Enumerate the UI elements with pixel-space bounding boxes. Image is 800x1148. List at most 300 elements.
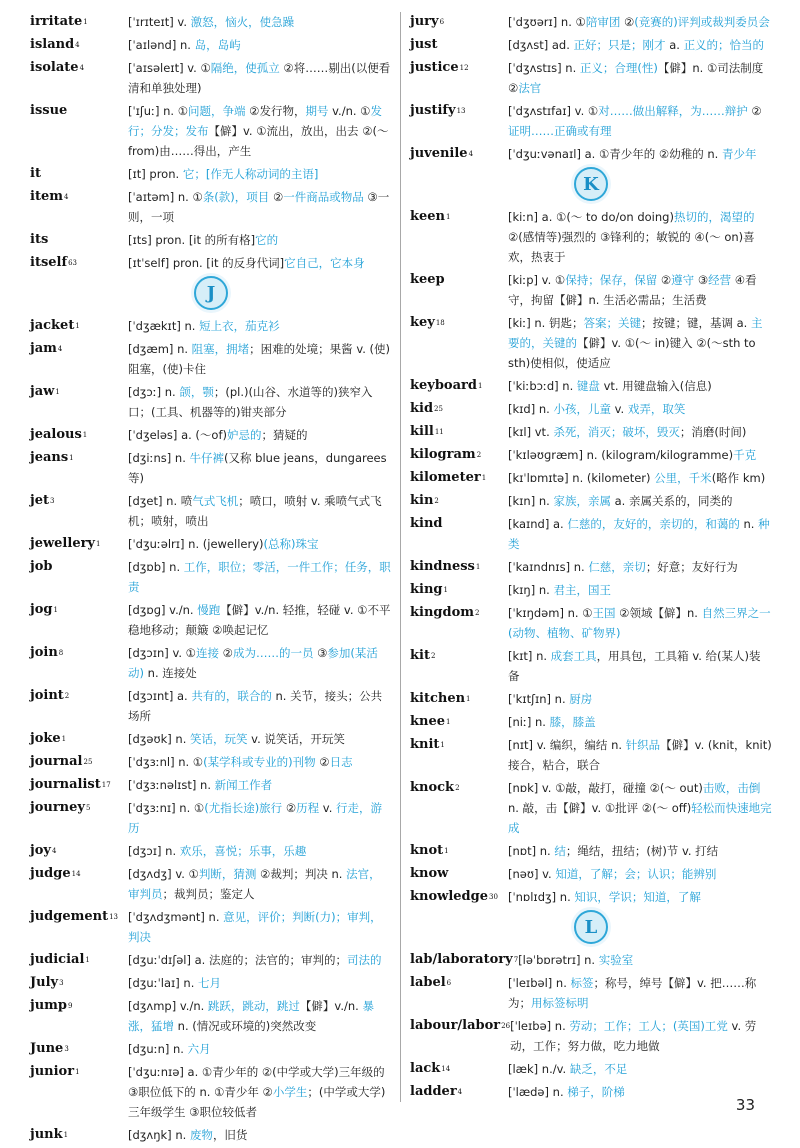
key-meaning: 知识，学识；知道，了解 — [574, 890, 701, 904]
headword — [30, 12, 128, 32]
definition-text: [kɪd] n. — [508, 402, 554, 416]
definition-text: [kaɪnd] a. — [508, 517, 568, 531]
headword — [410, 1059, 508, 1079]
headword-text: journey — [30, 800, 85, 815]
headword — [410, 973, 508, 993]
dictionary-entry — [30, 164, 392, 184]
dictionary-entry — [30, 729, 392, 749]
frequency-superscript: 1 — [83, 18, 88, 26]
key-meaning: 一件商品或物品 — [283, 190, 364, 204]
dictionary-entry — [410, 841, 772, 861]
definition — [508, 864, 772, 884]
dictionary-entry — [30, 425, 392, 445]
dictionary-entry — [30, 316, 392, 336]
headword — [30, 448, 128, 468]
definition-text: [ˈdʒuːvənaɪl] a. ①青少年的 ②幼稚的 n. — [508, 147, 722, 161]
key-meaning: 热切的，渴望的 — [673, 210, 755, 224]
key-meaning: 主要的，关键的 — [508, 316, 763, 350]
key-meaning: 家族，亲属 — [553, 494, 611, 508]
definition-text: 【僻】v./n. 轻推，轻碰 v. ①不平稳地移动；颠簸 ②唤起记忆 — [128, 603, 391, 637]
dictionary-entry — [410, 580, 772, 600]
key-meaning: 青少年 — [721, 147, 757, 161]
definition-text: [kɪl] vt. — [508, 425, 554, 439]
frequency-superscript: 12 — [459, 64, 469, 72]
key-meaning: 小孩，儿童 — [553, 402, 611, 416]
headword-text: its — [30, 232, 49, 247]
frequency-superscript: 1 — [481, 474, 487, 482]
definition-text: [dʒæm] n. — [128, 342, 192, 356]
frequency-superscript: 1 — [446, 213, 451, 221]
headword — [410, 1082, 508, 1102]
headword — [30, 798, 128, 818]
frequency-superscript: 13 — [109, 913, 119, 921]
definition-text: [niː] n. — [508, 715, 550, 729]
headword — [30, 491, 128, 511]
frequency-superscript: 11 — [434, 428, 444, 436]
definition — [128, 382, 392, 422]
headword-text: item — [30, 189, 63, 204]
definition — [508, 778, 772, 838]
key-meaning: 膝，膝盖 — [549, 715, 596, 729]
headword-text: it — [30, 166, 41, 181]
headword — [410, 689, 508, 709]
key-meaning: 日志 — [329, 755, 353, 769]
page-number: 33 — [735, 1096, 755, 1114]
definition-text: ② — [657, 273, 672, 287]
key-meaning: 经营 — [708, 273, 732, 287]
headword-text: knee — [410, 714, 446, 729]
definition-text: [ˈdʒʌstɪfaɪ] v. ① — [508, 104, 599, 118]
definition — [508, 1082, 772, 1102]
headword-text: kindness — [410, 559, 475, 574]
headword-text: justify — [410, 103, 456, 118]
key-meaning: 种类 — [508, 517, 770, 551]
definition — [508, 712, 772, 732]
frequency-superscript: 4 — [57, 345, 63, 353]
key-meaning: 工作，职位；零活，一件工作；任务，职责 — [128, 560, 391, 594]
dictionary-entry — [410, 735, 772, 775]
headword — [30, 253, 128, 273]
dictionary-entry — [410, 422, 772, 442]
definition — [508, 445, 772, 465]
headword — [410, 778, 508, 798]
headword — [30, 339, 128, 359]
dictionary-entry — [30, 253, 392, 273]
frequency-superscript: 1 — [69, 454, 74, 462]
key-meaning: 劳动；工作；工人；(英国)工党 — [569, 1019, 728, 1033]
definition — [508, 399, 772, 419]
frequency-superscript: 4 — [79, 64, 85, 72]
frequency-superscript: 1 — [63, 1131, 69, 1139]
dictionary-entry — [410, 1059, 772, 1079]
definition — [508, 603, 772, 643]
key-meaning: 小学生 — [272, 1085, 308, 1099]
headword-text: keyboard — [410, 378, 477, 393]
key-meaning: 慢跑 — [197, 603, 221, 617]
headword-text: irritate — [30, 14, 83, 29]
headword-text: just — [410, 37, 438, 52]
key-meaning: 短上衣，茄克衫 — [199, 319, 280, 333]
headword-text: knot — [410, 843, 444, 858]
definition-text: ；好意；友好行为 — [645, 560, 738, 574]
definition-text: [læk] n./v. — [508, 1062, 570, 1076]
key-meaning: 历程 — [296, 801, 320, 815]
definition — [518, 950, 772, 970]
headword — [30, 187, 128, 207]
definition — [128, 864, 392, 904]
definition — [128, 35, 392, 55]
headword-text: king — [410, 582, 443, 597]
definition-text: [ˈkaɪndnɪs] n. — [508, 560, 589, 574]
frequency-superscript: 1 — [443, 586, 448, 594]
definition — [508, 514, 772, 554]
frequency-superscript: 2 — [455, 784, 460, 792]
definition — [128, 1039, 392, 1059]
headword — [410, 950, 518, 970]
definition-text: [ˈdʒʌdʒmənt] n. — [128, 910, 224, 924]
headword-text: lack — [410, 1061, 441, 1076]
frequency-superscript: 26 — [501, 1022, 511, 1030]
definition-text: [ˈɪrɪteɪt] v. — [128, 15, 191, 29]
definition-text: [kɪŋ] n. — [508, 583, 554, 597]
headword — [410, 313, 508, 333]
key-meaning: 成套工具 — [550, 649, 597, 663]
key-meaning: (竞赛的)评判或裁判委员会 — [634, 15, 770, 29]
definition-text: 【僻】v./n. — [299, 999, 363, 1013]
headword — [30, 35, 128, 55]
definition-text: ② — [747, 104, 762, 118]
left-column — [30, 12, 392, 1148]
definition-text: [nəʊ] v. — [508, 867, 556, 881]
definition — [128, 101, 392, 161]
frequency-superscript: 4 — [468, 150, 474, 158]
definition-text: [ˈkɪŋdəm] n. ① — [508, 606, 593, 620]
definition — [128, 534, 392, 554]
frequency-superscript: 4 — [63, 193, 69, 201]
headword-text: know — [410, 866, 449, 881]
definition-text: n. (情况或环境的)突然改变 — [174, 1019, 317, 1033]
definition-text: ②(感情等)强烈的 ③锋利的；敏锐的 ④(～ on)喜欢，热衷于 — [508, 230, 755, 264]
definition-text: [ˈdʒuːəlrɪ] n. (jewellery) — [128, 537, 264, 551]
headword-text: knit — [410, 737, 440, 752]
headword-text: island — [30, 37, 75, 52]
definition-text: v. — [610, 402, 628, 416]
dictionary-entry — [30, 864, 392, 904]
key-meaning: 连接 — [195, 646, 219, 660]
dictionary-entry — [30, 752, 392, 772]
definition-text: [kiːp] v. ① — [508, 273, 566, 287]
definition-text: ；(pl.)(山谷、水道等的)狭窄入口；(工具、机器等的)钳夹部分 — [128, 385, 373, 419]
definition — [508, 646, 772, 686]
frequency-superscript: 1 — [85, 956, 90, 964]
definition-text: [dʒəʊk] n. — [128, 732, 191, 746]
dictionary-entry — [30, 187, 392, 227]
headword — [30, 907, 128, 927]
key-meaning: 缺乏，不足 — [569, 1062, 628, 1076]
dictionary-entry — [410, 144, 772, 164]
dictionary-entry — [30, 58, 392, 98]
key-meaning: 它自己，它本身 — [284, 256, 365, 270]
frequency-superscript: 2 — [475, 609, 480, 617]
definition-text: [ˈkɪləʊɡræm] n. (kilogram/kilogramme) — [508, 448, 734, 462]
definition-text: [ˈkiːbɔːd] n. — [508, 379, 577, 393]
key-meaning: 它；[作无人称动词的主语] — [182, 167, 319, 181]
key-meaning: 期号 — [305, 104, 329, 118]
definition-text: [dʒɒɡ] v./n. — [128, 603, 198, 617]
key-meaning: 自然三界之一(动物、植物、矿物界) — [508, 606, 771, 640]
headword-text: journal — [30, 754, 83, 769]
headword — [410, 399, 508, 419]
headword — [410, 445, 508, 465]
definition-text: [ˈɪʃuː] n. ① — [128, 104, 188, 118]
headword — [30, 841, 128, 861]
key-meaning: (尤指长途)旅行 — [204, 801, 283, 815]
headword-text: kill — [410, 424, 434, 439]
headword — [30, 729, 128, 749]
headword-text: kind — [410, 516, 443, 531]
key-meaning: (总称)珠宝 — [263, 537, 319, 551]
key-meaning: 七月 — [198, 976, 222, 990]
key-meaning: 成为……的一员 — [232, 646, 314, 660]
definition — [128, 557, 392, 597]
key-meaning: 对……做出解释，为……辩护 — [598, 104, 748, 118]
definition — [510, 1016, 772, 1056]
definition-text: [dʒɔɪ] n. — [128, 844, 180, 858]
dictionary-entry — [30, 382, 392, 422]
definition — [128, 907, 392, 947]
headword-text: keen — [410, 209, 446, 224]
definition-text: [kɪt] n. — [508, 649, 551, 663]
definition — [128, 164, 392, 184]
headword-text: jeans — [30, 450, 69, 465]
headword-text: knowledge — [410, 889, 488, 904]
dictionary-entry — [30, 907, 392, 947]
dictionary-entry — [410, 973, 772, 1013]
definition-text: [dʒʌdʒ] v. ① — [128, 867, 199, 881]
headword-text: junior — [30, 1064, 75, 1079]
definition-text: a. — [665, 38, 684, 52]
definition-text: ③ — [313, 646, 328, 660]
definition — [128, 187, 392, 227]
definition — [508, 1059, 772, 1079]
definition — [128, 752, 392, 772]
key-meaning: 妒忌的 — [227, 428, 262, 442]
dictionary-entry — [410, 514, 772, 554]
dictionary-entry — [410, 468, 772, 488]
definition-text: ②发行物， — [245, 104, 306, 118]
headword-text: label — [410, 975, 446, 990]
key-meaning: 知道，了解；会；认识；能辨别 — [555, 867, 717, 881]
definition-text: [nɒt] n. — [508, 844, 555, 858]
definition-text: [dʒʌst] ad. — [508, 38, 574, 52]
key-meaning: 行走，游历 — [128, 801, 383, 835]
definition-text: [kɪn] n. — [508, 494, 554, 508]
key-meaning: 厨房 — [569, 692, 593, 706]
definition-text: ④看守，拘留【僻】n. 生活必需品；生活费 — [508, 273, 757, 307]
definition-text: n. 连接处 — [144, 666, 197, 680]
key-meaning: 君主，国王 — [553, 583, 611, 597]
headword-text: join — [30, 645, 58, 660]
definition — [508, 35, 772, 55]
section-letter: J — [194, 276, 228, 310]
definition — [128, 775, 392, 795]
frequency-superscript: 13 — [456, 107, 466, 115]
definition — [508, 735, 772, 775]
definition-text: [dʒʌŋk] n. — [128, 1128, 190, 1142]
headword — [410, 422, 508, 442]
headword — [30, 643, 128, 663]
frequency-superscript: 1 — [82, 431, 88, 439]
definition-text: [nɒk] v. ①敲，敲打，碰撞 ②(～ out) — [508, 781, 703, 795]
definition-text: [ˈlædə] n. — [508, 1085, 568, 1099]
headword-text: labour/labor — [410, 1018, 501, 1033]
key-meaning: (某学科或专业的)刊物 — [203, 755, 316, 769]
headword-text: July — [30, 975, 59, 990]
dictionary-entry — [30, 996, 392, 1036]
definition-text: [ˈdʒɜːnəlɪst] n. — [128, 778, 215, 792]
frequency-superscript: 1 — [53, 606, 58, 614]
headword-text: jam — [30, 341, 57, 356]
frequency-superscript: 25 — [434, 405, 443, 413]
section-letter-badge — [410, 167, 772, 201]
definition-text: ；(中学或大学)三年级学生 ③职位较低者 — [128, 1085, 386, 1119]
definition-text: n. — [739, 517, 759, 531]
frequency-superscript: 3 — [64, 1045, 69, 1053]
dictionary-entry — [30, 775, 392, 795]
key-meaning: 判断，猜测 — [198, 867, 257, 881]
key-meaning: 实验室 — [598, 953, 634, 967]
key-meaning: 它的 — [255, 233, 279, 247]
headword-text: joy — [30, 843, 51, 858]
key-meaning: 王国 — [592, 606, 616, 620]
definition — [128, 950, 392, 970]
headword — [410, 35, 508, 55]
definition-text: [ˈdʒɜːnl] n. ① — [128, 755, 204, 769]
definition-text: [ˈdʒeləs] a. (～of) — [128, 428, 227, 442]
dictionary-entry — [410, 950, 772, 970]
headword-text: justice — [410, 60, 459, 75]
definition — [508, 12, 772, 32]
frequency-superscript: 5 — [85, 804, 91, 812]
dictionary-entry — [410, 313, 772, 373]
definition-text: ；猜疑的 — [261, 428, 308, 442]
definition-text: [nɪt] v. 编织，编结 n. — [508, 738, 626, 752]
definition — [128, 339, 392, 379]
headword-text: kit — [410, 648, 430, 663]
definition-text: ② — [315, 755, 330, 769]
headword — [30, 382, 128, 402]
headword-text: ladder — [410, 1084, 457, 1099]
definition — [128, 1062, 392, 1122]
frequency-superscript: 2 — [476, 451, 482, 459]
definition-text: (略作 km) — [711, 471, 766, 485]
frequency-superscript: 14 — [71, 870, 81, 878]
headword — [30, 534, 128, 554]
key-meaning: 六月 — [187, 1042, 211, 1056]
definition-text: [ˈdʒɜːnɪ] n. ① — [128, 801, 205, 815]
key-meaning: 发行；分发；发布 — [128, 104, 382, 138]
definition-text: [kiːn] a. ①(～ to do/on doing) — [508, 210, 674, 224]
frequency-superscript: 30 — [488, 893, 498, 901]
frequency-superscript: 3 — [59, 979, 64, 987]
definition — [508, 313, 772, 373]
dictionary-entry — [30, 557, 392, 597]
definition-text: [dʒʌmp] v./n. — [128, 999, 208, 1013]
dictionary-entry — [410, 603, 772, 643]
headword — [30, 752, 128, 772]
dictionary-entry — [30, 643, 392, 683]
frequency-superscript: 4 — [51, 847, 57, 855]
key-meaning: 答案；关键 — [583, 316, 641, 330]
dictionary-entry — [410, 35, 772, 55]
headword — [30, 950, 128, 970]
definition-text: ，旧货 — [212, 1128, 248, 1142]
definition — [508, 422, 772, 442]
definition-text: ；裁判员；鉴定人 — [162, 887, 255, 901]
definition — [508, 973, 772, 1013]
definition-text: [ˈleɪbə] n. — [510, 1019, 570, 1033]
definition-text: [ˈaɪlənd] n. — [128, 38, 195, 52]
dictionary-entry — [410, 864, 772, 884]
key-meaning: 千克 — [733, 448, 757, 462]
headword-text: lab/laboratory — [410, 952, 513, 967]
definition — [508, 580, 772, 600]
key-meaning: 岛，岛屿 — [194, 38, 241, 52]
dictionary-entry — [410, 712, 772, 732]
frequency-superscript: 63 — [68, 259, 77, 267]
headword-text: kingdom — [410, 605, 475, 620]
headword-text: key — [410, 315, 435, 330]
headword — [410, 557, 508, 577]
frequency-superscript: 1 — [96, 540, 101, 548]
definition-text: ；消磨(时间) — [679, 425, 747, 439]
definition-text: [ɪt] pron. — [128, 167, 183, 181]
definition-text: [ˈdʒʊərɪ] n. ① — [508, 15, 586, 29]
definition — [128, 491, 392, 531]
headword-text: isolate — [30, 60, 79, 75]
definition — [508, 557, 772, 577]
headword-text: itself — [30, 255, 68, 270]
headword — [30, 425, 128, 445]
section-letter: L — [574, 910, 608, 944]
headword-text: judgement — [30, 909, 109, 924]
key-meaning: 公里，千米 — [654, 471, 712, 485]
key-meaning: 键盘 — [576, 379, 600, 393]
key-meaning: 新闻工作者 — [214, 778, 273, 792]
headword — [410, 1016, 510, 1036]
headword — [30, 600, 128, 620]
frequency-superscript: 1 — [61, 735, 67, 743]
frequency-superscript: 1 — [55, 388, 60, 396]
key-meaning: 激怒，恼火，使急躁 — [190, 15, 295, 29]
definition-text: [ˈleɪbəl] n. — [508, 976, 571, 990]
definition-text: [ˈdʒuːnɪə] a. ①青少年的 ②(中学或大学)三年级的 ③职位低下的 n. ①青少年 ② — [128, 1065, 385, 1099]
frequency-superscript: 1 — [475, 563, 481, 571]
key-meaning: 正好；只是；刚才 — [573, 38, 666, 52]
column-divider — [400, 12, 401, 1102]
definition — [508, 101, 772, 141]
key-meaning: 颌，颚 — [179, 385, 214, 399]
headword — [410, 376, 508, 396]
definition-text: 【僻】n. ①司法制度 ② — [508, 61, 764, 95]
definition-text: n. 敲，击【僻】v. ①批评 ②(～ off) — [508, 801, 692, 815]
headword — [410, 468, 508, 488]
dictionary-entry — [410, 445, 772, 465]
headword — [410, 646, 508, 666]
definition — [128, 58, 392, 98]
headword-text: jet — [30, 493, 49, 508]
headword — [30, 996, 128, 1016]
